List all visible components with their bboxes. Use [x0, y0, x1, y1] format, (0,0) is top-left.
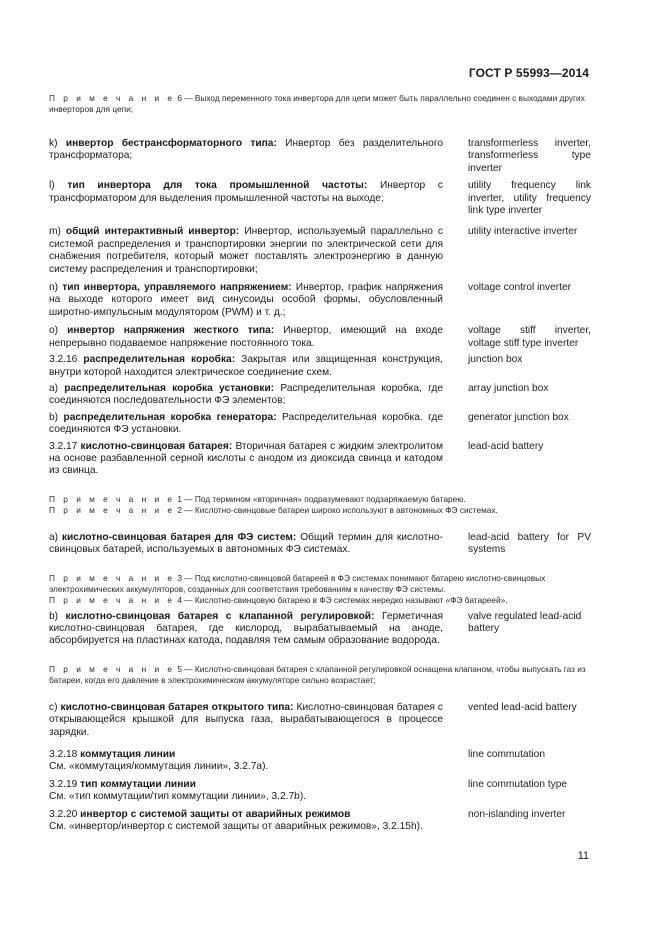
term-entry [49, 226, 591, 276]
term-english: utility frequency link inverter, utility frequency link type inverter [468, 180, 591, 217]
term-entry [49, 383, 591, 408]
term-definition: 3.2.18 коммутация линии См. «коммутация/коммутация линии», 3.2.7a). [49, 749, 269, 773]
term-definition: b) распределительная коробка генератора: Распределительная коробка. где соединяются ФЭ установки. [49, 411, 443, 436]
term-definition: 3.2.16 распределительная коробка: Закрытая или защищенная конструкция, внутри которой находится электрическое соединение схем. [49, 354, 443, 378]
term-definition: l) тип инвертора для тока промышленной частоты: Инвертор с трансформатором для выделения промышленной частоты на выходе; [49, 180, 443, 204]
note-label: П р и м е ч а н и е [49, 93, 176, 103]
term-entry [49, 412, 591, 437]
term-english: voltage control inverter [468, 282, 572, 294]
term-definition: b) кислотно-свинцовая батарея с клапанной регулировкой: Герметичная кислотно-свинцовая батарея, где кислород, вырабатываемый на аноде, абсорбируется на пластинах катода, подавляя тем самым образование водорода. [49, 610, 443, 647]
term-entry [49, 441, 591, 478]
term-definition: 3.2.19 тип коммутации линии См. «тип коммутации/тип коммутации линии», 3.2.7b). [49, 778, 307, 803]
note-2: П р и м е ч а н и е 2 — Кислотно-свинцовые батареи широко используют в автономных ФЭ системах. [49, 504, 498, 515]
term-definition: a) кислотно-свинцовая батарея для ФЭ систем: Общий термин для кислотно-свинцовых батарей, используемых в автономных ФЭ системах. [49, 531, 443, 556]
term-english: generator junction box [468, 411, 569, 423]
note-text: 6 — Выход переменного тока инвертора для цепи может быть параллельно соединен с выходами других инверторов для цепи; [49, 93, 585, 114]
term-entry [49, 779, 591, 804]
term-english: valve regulated lead-acid battery [468, 610, 582, 634]
note-6 [49, 93, 591, 115]
term-entry [49, 180, 591, 217]
term-definition: m) общий интерактивный инвертор: Инвертор, используемый параллельно с системой распределения и транспортировки энергии по электрической сети для снабжения потребителя, который может поставлять электроэнергию в данную систему распределения и транспортировки; [49, 226, 444, 275]
term-english: junction box [468, 354, 523, 366]
term-english: non-islanding inverter [468, 808, 566, 820]
note-5: П р и м е ч а н и е 5 — Кислотно-свинцовая батарея с клапанной регулировкой оснащена клапаном, чтобы выпускать газ из батареи, когда его давление в электрохимическом аккумуляторе сильно возрастает; [49, 663, 586, 685]
term-definition: k) инвертор бестрансформаторного типа: Инвертор без разделительного трансформатора; [49, 138, 443, 162]
term-english: array junction box [468, 382, 549, 394]
term-entry [49, 532, 591, 557]
term-english: transformerless inverter, transformerless type inverter [468, 138, 591, 174]
term-definition: 3.2.20 инвертор с системой защиты от аварийных режимов См. «инвертор/инвертор с системой защиты от аварийных режимов», 3.2.15h). [49, 808, 423, 833]
term-entry [49, 138, 591, 175]
term-entry [49, 611, 591, 648]
term-english: lead-acid battery for PV systems [468, 531, 591, 556]
term-definition: o) инвертор напряжения жесткого типа: Инвертор, имеющий на входе непрерывно подаваемое напряжение постоянного тока. [49, 325, 443, 349]
term-entry [49, 702, 591, 739]
term-definition: a) распределительная коробка установки: Распределительная коробка, где соединяются последовательности ФЭ элементов; [49, 382, 444, 407]
note-4: П р и м е ч а н и е 4 — Кислотно-свинцовую батарею в ФЭ системах нередко называют «ФЭ батареей». [49, 594, 508, 605]
term-english: line commutation type [468, 778, 568, 790]
term-english: voltage stiff inverter, voltage stiff type inverter [468, 325, 591, 349]
term-english: line commutation [468, 749, 546, 760]
page-content [49, 93, 591, 833]
term-english: vented lead-acid battery [468, 701, 577, 713]
term-definition: n) тип инвертора, управляемого напряжением: Инвертор, график напряжения на выходе которого имеет вид синусоиды особой формы, обусловленный широтно-импульсным модулятором (PWM) и т. д.; [49, 282, 443, 318]
page-number: 11 [577, 850, 589, 862]
term-english: lead-acid battery [468, 440, 544, 452]
term-definition: c) кислотно-свинцовая батарея открытого типа: Кислотно-свинцовая батарея с открывающейся крышкой для выпуска газа, вырабатывающегося в процессе зарядки. [49, 701, 443, 738]
document-header: ГОСТ Р 55993—2014 [468, 66, 589, 80]
note-3: П р и м е ч а н и е 3 — Под кислотно-свинцовой батареей в ФЭ системах понимают батарею кислотно-свинцовых электрохимических аккумуляторов, созданных для соответствия требованиям к качеству ФЭ системы. [49, 572, 546, 594]
note-1: П р и м е ч а н и е 1 — Под термином «вторичная» подразумевают подзаряжаемую батарею. [49, 493, 466, 504]
term-entry [49, 809, 591, 834]
term-english: utility interactive inverter [468, 226, 578, 238]
term-definition: 3.2.17 кислотно-свинцовая батарея: Вторичная батарея с жидким электролитом на основе разбавленной серной кислоты с анодом из диоксида свинца и катодом из свинца. [49, 440, 443, 477]
term-entry [49, 354, 591, 379]
term-entry [49, 749, 591, 774]
term-entry [49, 325, 591, 350]
term-entry [49, 282, 591, 319]
